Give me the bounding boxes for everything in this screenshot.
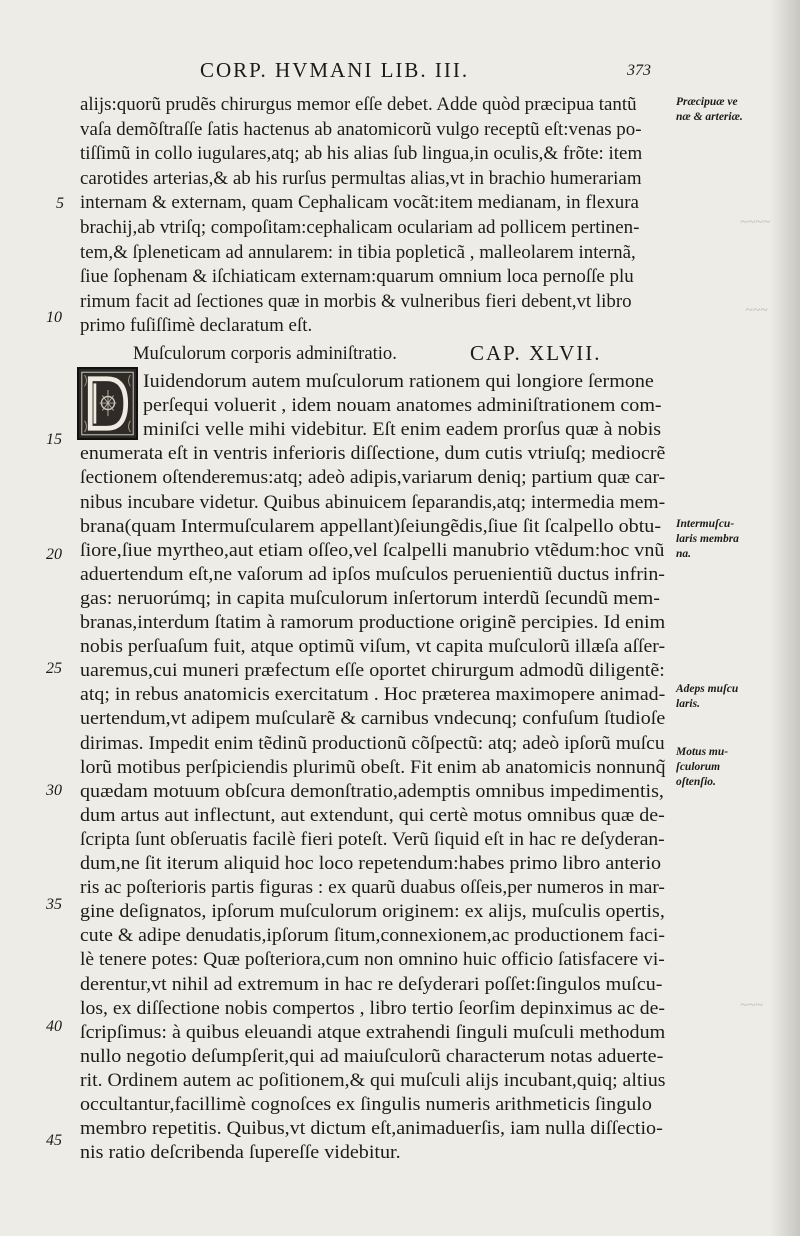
margin-note-line: Intermuſcu-: [676, 518, 735, 530]
text-line: ſcripta ſunt obſeruatis facilè fieri poteſt. Verũ ſiquid eſt in hac re deſyderan-: [80, 828, 665, 850]
text-line: nullo negotio deſumpſerit,qui ad maiuſculorũ characterum notas aduerte-: [80, 1045, 664, 1067]
text-line: lorũ motibus perſpiciendis plurimũ obeſt. Fit enim ab anatomicis nonnunq̃: [80, 756, 666, 778]
text-line: ſiore,ſiue myrtheo,aut etiam oſſeo,vel ſcalpelli manubrio vtẽdum:hoc vnũ: [80, 539, 665, 561]
decorated-initial-d: [77, 367, 138, 440]
line-number: 45: [46, 1132, 62, 1149]
margin-note-motion: [676, 745, 728, 790]
margin-note-line: næ & arteriæ.: [676, 111, 743, 123]
text-line: Iuidendorum autem muſculorum rationem qui longiore ſermone: [143, 371, 654, 392]
text-line: perſequi voluerit , idem nouam anatomes adminiſtrationem com-: [143, 395, 662, 417]
margin-note-membrane: [676, 517, 739, 562]
text-line: gas: neruorúmq; in capita muſculorum inſertorum interdũ ſecundũ mem-: [80, 587, 660, 609]
margin-note-line: oſtenſio.: [676, 776, 716, 788]
text-line: ſectionem oſtenderemus:atq; adeò adipis,variarum deniq; partium quæ car-: [80, 467, 666, 489]
text-line: los, ex diſſectione nobis compertos , libro tertio ſeorſim depinximus ac de-: [80, 997, 665, 1019]
text-line: occultantur,facillimè cognoſces ex ſingulis numeris arithmeticis ſingulo: [80, 1094, 652, 1115]
bleed-through-text: ~~~~: [740, 215, 771, 230]
text-line: primo fuſiſſimè declaratum eſt.: [80, 315, 313, 337]
text-line: ſiue ſophenam & iſchiaticam externam:quarum omnium loca pernoſſe plu: [80, 266, 634, 288]
margin-note-line: laris membra: [676, 533, 739, 545]
bleed-through-text: ~~~: [740, 998, 763, 1013]
text-line: dum,ne ſit iterum aliquid hoc loco repetendum:habes primo libro anterio: [80, 853, 662, 874]
margin-note-vessels: [676, 95, 743, 125]
margin-note-line: Præcipuæ ve: [676, 96, 738, 108]
text-line: quædam motuum obſcura demonſtratio,ademptis omnibus impedimentis,: [80, 780, 664, 802]
text-line: uertendum,vt adipem muſcularẽ & carnibus vndecunq; confuſum ſtudioſe: [80, 708, 666, 730]
text-line: enumerata eſt in ventris inferioris diſſectione, dum cutis vtriuſq; mediocrẽ: [80, 443, 666, 465]
text-line: brana(quam Intermuſcularem appellant)ſeiungẽdis,ſiue ſit ſcalpello obtu-: [80, 515, 662, 537]
running-title: CORP. HVMANI LIB. III.: [200, 58, 470, 82]
line-number: 5: [56, 195, 64, 212]
text-line: membro repetitis. Quibus,vt dictum eſt,animaduerſis, iam nulla diſſectio-: [80, 1118, 663, 1140]
margin-note-line: na.: [676, 548, 692, 560]
text-line: dirimas. Impedit enim tẽdinũ productionũ cõſpectũ: atq; adeò ipſorũ muſcu: [80, 732, 665, 754]
line-number: 15: [46, 431, 62, 448]
text-line: tem,& ſpleneticam ad annularem: in tibia popleticã , malleolarem internã,: [80, 241, 636, 263]
text-line: vaſa demõſtraſſe ſatis hactenus ab anatomicorũ vulgo receptũ eſt:venas po-: [80, 118, 642, 140]
text-line: rimum facit ad ſectiones quæ in morbis & vulneribus fieri debent,vt libro: [80, 290, 632, 312]
margin-note-line: ſculorum: [676, 761, 721, 773]
text-line: brachij,ab vtriſq; compoſitam:cephalicam oculariam ad pollicem pertinen-: [80, 217, 640, 238]
margin-note-line: Adeps muſcu: [676, 683, 739, 695]
line-number: 40: [46, 1018, 62, 1035]
text-line: ſcripſimus: à quibus eleuandi atque extrahendi ſinguli muſculi methodum: [80, 1021, 666, 1043]
text-line: nobis perſuaſum fuit, atque optimũ viſum, vt capita muſculorũ illæſa aſſer-: [80, 636, 666, 658]
text-line: uaremus,cui muneri præfectum eſſe oportet chirurgum admodũ diligentẽ:: [80, 660, 665, 682]
text-line: miniſci velle mihi videbitur. Eſt enim eadem prorſus quæ à nobis: [143, 419, 662, 441]
page-header: [0, 58, 800, 88]
text-line: derentur,vt nihil ad extremum in hac re deſyderari poſſet:ſingulos muſcu-: [80, 973, 663, 995]
text-line: nibus incubare videtur. Quibus abinuicem ſeparandis,atq; intermedia mem-: [80, 491, 666, 513]
text-line: dum artus aut inflectunt, aut extendunt, qui certè motus omnibus quæ de-: [80, 804, 665, 826]
text-line: alijs:quorũ prudẽs chirurgus memor eſſe debet. Adde quòd præcipua tantũ: [80, 94, 637, 115]
text-line: gine deſignatos, ipſorum muſculorum originem: ex alijs, muſculis opertis,: [80, 901, 665, 923]
text-line: cute & adipe denudatis,ipſorum ſitum,connexionem,ac productionem faci-: [80, 925, 665, 947]
page-gutter-shadow: [770, 0, 800, 1236]
text-line: tiſſimũ in collo iugulares,atq; ab his alias ſub lingua,in oculis,& frõte: item: [80, 143, 643, 165]
line-number: 10: [46, 309, 62, 326]
folio-number: 373: [627, 62, 651, 79]
margin-note-line: laris.: [676, 698, 700, 710]
line-number: 20: [46, 546, 62, 563]
margin-note-fat: [676, 682, 738, 712]
text-line: nis ratio deſcribenda ſupereſſe videbitur.: [80, 1142, 401, 1164]
chapter-number: CAP. XLVII.: [470, 341, 602, 365]
text-line: carotides arterias,& ab his rurſus permultas alias,vt in brachio humerariam: [80, 167, 642, 189]
text-line: lè tenere potes: Quæ poſteriora,cum non omnino huic officio ſatisfacere vi-: [80, 949, 665, 971]
line-number: 25: [46, 660, 62, 677]
line-number: 35: [46, 896, 62, 913]
text-line: rit. Ordinem autem ac poſitionem,& qui muſculi alijs incubant,quiq; altius: [80, 1069, 666, 1091]
chapter-title: Muſculorum corporis adminiſtratio.: [133, 343, 397, 364]
text-line: atq; in rebus anatomicis exercitatum . Hoc præterea maximopere animad-: [80, 684, 666, 706]
bleed-through-text: ~~~: [745, 303, 768, 318]
margin-note-line: Motus mu-: [676, 746, 729, 758]
text-line: ris ac poſterioris partis figuras : ex quarũ duabus oſſeis,per numeros in mar-: [80, 877, 665, 899]
text-line: branas,interdum ſtatim à ramorum productione originẽ percipies. Id enim: [80, 612, 666, 633]
line-number: 30: [46, 782, 62, 799]
text-line: aduertendum eſt,ne vaſorum ad ipſos muſculos peruenientiũ ductus infrin-: [80, 563, 665, 585]
text-line: internam & externam, quam Cephalicam vocãt:item medianam, in flexura: [80, 192, 639, 214]
